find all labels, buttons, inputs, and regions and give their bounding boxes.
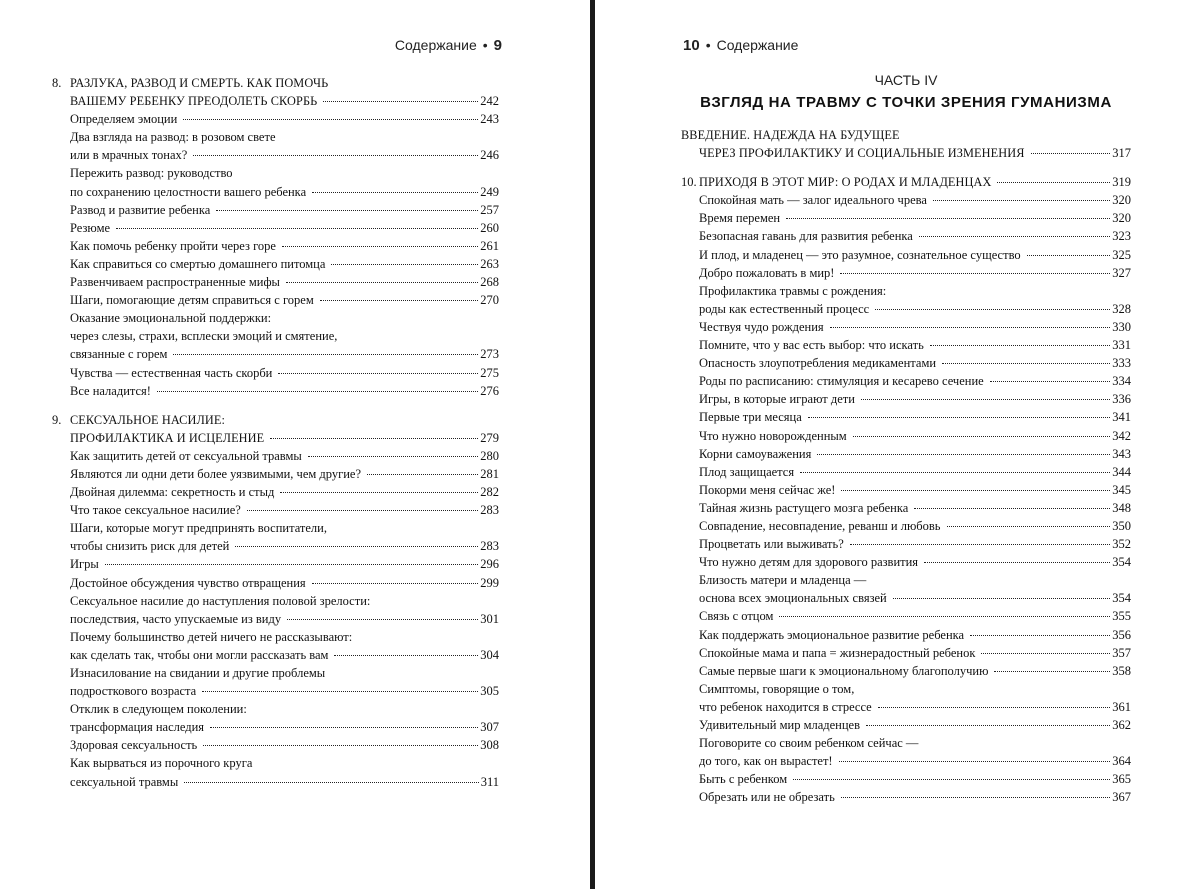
entry-title-line: Тайная жизнь растущего мозга ребенка [699,500,909,515]
entry-title-line: сексуальной травмы [70,774,179,789]
entry-title-line: Здоровая сексуальность [70,738,198,753]
entry-title-line: чтобы снизить риск для детей [70,539,230,554]
toc-entry-row [52,646,499,664]
left-page [0,0,590,889]
dot-leader [247,510,478,511]
dot-leader [861,399,1110,400]
toc-entry-row [681,427,1131,445]
toc-entry-row [681,517,1131,535]
page-number: 352 [1112,537,1131,552]
page-number: 268 [480,275,499,290]
toc-entry-row [52,555,499,573]
toc-entry-row [681,372,1131,390]
entry-title-line: Профилактика травмы с рождения: [699,283,887,298]
page-number: 348 [1112,500,1131,515]
entry-title-line: Являются ли одни дети более уязвимыми, чем другие? [70,466,362,481]
entry-title-line: Удивительный мир младенцев [699,718,860,732]
toc-entry-row [681,481,1131,499]
dot-leader [779,616,1110,617]
running-head-title: Содержание [716,37,799,53]
page-number: 331 [1112,338,1131,353]
entry-title-line: Шаги, которые могут предпринять воспитатели, [70,521,327,536]
entry-title-line: как сделать так, чтобы они могли рассказать вам [70,647,329,662]
toc-entry-row [52,754,499,772]
page-number: 356 [1112,627,1131,642]
entry-title-line: до того, как он вырастет! [699,754,833,769]
entry-title-line: Безопасная гавань для развития ребенка [699,229,913,244]
dot-leader [320,300,479,301]
dot-leader [997,182,1110,183]
page-number: 283 [480,503,499,518]
entry-title-line: Как помочь ребенку пройти через горе [70,238,276,253]
running-head-page-number: 9 [493,37,502,54]
entry-title-line: Время перемен [699,211,781,226]
dot-leader [841,490,1110,491]
page-number: 334 [1112,374,1131,389]
entry-title-line: Почему большинство детей ничего не рассказывают: [70,629,353,644]
toc-entry-row [681,770,1131,788]
dot-leader [184,782,478,783]
entry-title-line: Связь с отцом [699,609,774,624]
toc-entry-row [681,788,1131,806]
page-number: 307 [480,720,499,735]
toc-entry-row [681,680,1131,698]
entry-title-line: Два взгляда на развод: в розовом свете [70,130,276,145]
toc-entry-row [681,553,1131,571]
toc-entry-row [681,626,1131,644]
entry-title-line: Сексуальное насилие до наступления половой зрелости: [70,593,371,608]
dot-leader [875,309,1110,310]
entry-title-line: Покорми меня сейчас же! [699,482,836,497]
toc-entry-row [52,574,499,592]
entry-title-line: Как вырваться из порочного круга [70,756,253,771]
entry-title-line: Добро пожаловать в мир! [699,265,835,280]
toc-entry-row [52,519,499,537]
dot-leader [282,246,478,247]
toc-entry-row [52,610,499,628]
toc-entry-row [681,589,1131,607]
page-number: 260 [480,220,499,235]
dot-leader [893,598,1110,599]
toc-entry-row [52,345,499,363]
toc-entry-row [52,237,499,255]
page-number: 243 [480,112,499,127]
page-number: 341 [1112,410,1131,425]
dot-leader [173,354,478,355]
page-number: 320 [1112,193,1131,208]
entry-title-line: Корни самоуважения [699,446,812,461]
dot-leader [202,691,478,692]
toc-entry-row [52,682,499,700]
page-number: 364 [1112,754,1131,769]
dot-leader [924,562,1110,563]
entry-title-line: по сохранению целостности вашего ребенка [70,184,307,199]
entry-title-line: Игры, в которые играют дети [699,392,855,407]
chapter-number: 9. [52,412,62,427]
part-title: ВЗГЛЯД НА ТРАВМУ С ТОЧКИ ЗРЕНИЯ ГУМАНИЗМА [700,94,1112,111]
page-number: 325 [1112,247,1131,262]
toc-entry-row [681,662,1131,680]
dot-leader [216,210,478,211]
entry-title-line: Симптомы, говорящие о том, [699,681,855,696]
toc-entry-row [52,183,499,201]
entry-title-line: последствия, часто упускаемые из виду [70,611,282,626]
dot-leader [193,155,478,156]
right-page [596,0,1184,889]
entry-title-line: или в мрачных тонах? [70,148,188,163]
toc-entry-row [52,736,499,754]
chapter-title-line: ЧЕРЕЗ ПРОФИЛАКТИКУ И СОЦИАЛЬНЫЕ ИЗМЕНЕНИЯ [699,146,1025,161]
page-number: 283 [480,539,499,554]
dot-leader [878,707,1111,708]
toc-entry-row [52,201,499,219]
entry-title-line: Все наладится! [70,383,151,398]
entry-title-line: Обрезать или не обрезать [699,790,835,805]
running-head-separator: • [482,37,488,53]
page-number: 263 [480,256,499,271]
toc-entry-row [681,607,1131,625]
toc-entry-row [52,255,499,273]
dot-leader [793,779,1110,780]
entry-title-line: связанные с горем [70,347,168,362]
page-number: 328 [1112,301,1131,316]
dot-leader [278,373,478,374]
page-number: 296 [480,557,499,572]
toc-entry-row [681,445,1131,463]
toc-entry-row [52,700,499,718]
page-number: 246 [480,148,499,163]
toc-entry-row [52,291,499,309]
chapter-title-line: ВВЕДЕНИЕ. НАДЕЖДА НА БУДУЩЕЕ [681,128,900,142]
toc-entry-row [52,364,499,382]
toc-entry-row [52,447,499,465]
chapter-heading-row [52,429,499,447]
toc-entry-row [52,537,499,555]
entry-title-line: роды как естественный процесс [699,301,870,316]
dot-leader [990,381,1111,382]
page-number: 319 [1112,175,1131,190]
dot-leader [840,273,1110,274]
chapter-number: 10. [681,175,697,190]
page-number: 276 [480,383,499,398]
dot-leader [287,619,478,620]
dot-leader [203,745,478,746]
intro-heading-row [681,126,1131,144]
entry-title-line: Как защитить детей от сексуальной травмы [70,448,302,463]
toc-entry-row [681,752,1131,770]
chapter-title-line: ВАШЕМУ РЕБЕНКУ ПРЕОДОЛЕТЬ СКОРБЬ [70,94,318,109]
dot-leader [942,363,1110,364]
entry-title-line: Пережить развод: руководство [70,166,233,181]
chapter-heading-row [52,92,499,110]
dot-leader [334,655,478,656]
entry-title-line: Как поддержать эмоциональное развитие ребенка [699,627,965,642]
dot-leader [970,635,1110,636]
dot-leader [323,101,478,102]
dot-leader [850,544,1110,545]
entry-title-line: Игры [70,557,99,572]
page-number: 350 [1112,518,1131,533]
toc-entry-row [681,390,1131,408]
toc-entry-row [52,128,499,146]
entry-title-line: через слезы, страхи, всплески эмоций и смятение, [70,329,338,344]
chapter-title-line: СЕКСУАЛЬНОЕ НАСИЛИЕ: [70,412,226,427]
intro-heading-row [681,144,1131,162]
entry-title-line: Как справиться со смертью домашнего питомца [70,256,326,271]
page-number: 275 [480,365,499,380]
toc-entry-row [52,309,499,327]
page-number: 361 [1112,699,1131,714]
toc-entry-row [681,191,1131,209]
running-head-right [683,37,798,54]
page-number: 299 [480,575,499,590]
entry-title-line: Развод и развитие ребенка [70,202,211,217]
page-number: 323 [1112,229,1131,244]
dot-leader [808,417,1110,418]
toc-entry-row [681,571,1131,589]
toc-entry-row [52,465,499,483]
page-number: 305 [480,684,499,699]
page-number: 357 [1112,645,1131,660]
page-number: 242 [480,94,499,109]
dot-leader [308,456,478,457]
chapter-number: 8. [52,76,62,90]
entry-title-line: Достойное обсуждения чувство отвращения [70,575,306,590]
entry-title-line: Чествуя чудо рождения [699,319,824,334]
dot-leader [919,236,1110,237]
toc-entry-row [52,501,499,519]
toc-entry-row [681,318,1131,336]
entry-title-line: трансформация наследия [70,720,205,735]
entry-title-line: Близость матери и младенца — [699,573,867,588]
toc-entry-row [681,463,1131,481]
page-number: 279 [480,430,499,445]
dot-leader [280,492,478,493]
page-number: 257 [480,202,499,217]
page-number: 330 [1112,319,1131,334]
entry-title-line: Отклик в следующем поколении: [70,702,247,717]
toc-entry-row [681,499,1131,517]
running-head-left [395,37,502,54]
running-head-separator: • [705,37,711,53]
entry-title-line: Поговорите со своим ребенком сейчас — [699,736,919,751]
entry-title-line: Резюме [70,220,111,235]
page-number: 336 [1112,392,1131,407]
page-number: 365 [1112,772,1131,787]
page-number: 304 [480,647,499,662]
dot-leader [839,761,1111,762]
toc-entry-row [681,535,1131,553]
entry-title-line: Оказание эмоциональной поддержки: [70,311,272,326]
page-gutter [590,0,595,889]
entry-title-line: Что нужно новорожденным [699,428,847,443]
entry-title-line: Изнасилование на свидании и другие проблемы [70,666,326,680]
toc-entry-row [681,336,1131,354]
part-label: ЧАСТЬ IV [874,72,938,88]
chapter-heading-row [681,173,1131,191]
page-number: 308 [480,738,499,753]
page-number: 358 [1112,663,1131,678]
toc-right [681,126,1131,806]
toc-entry-row [681,354,1131,372]
dot-leader [312,583,479,584]
toc-left [52,74,499,791]
entry-title-line: Двойная дилемма: секретность и стыд [70,485,275,500]
dot-leader [1031,153,1111,154]
dot-leader [183,119,478,120]
page-number: 261 [480,238,499,253]
dot-leader [210,727,478,728]
toc-entry-row [52,110,499,128]
entry-title-line: И плод, и младенец — это разумное, сознательное существо [699,247,1021,262]
entry-title-line: Помните, что у вас есть выбор: что искать [699,338,924,353]
entry-title-line: Процветать или выживать? [699,537,844,552]
entry-title-line: Чувства — естественная часть скорби [70,365,273,380]
entry-title-line: Что нужно детям для здорового развития [699,555,919,570]
toc-entry-row [681,716,1131,734]
page-number: 280 [480,448,499,463]
toc-entry-row [681,264,1131,282]
toc-entry-row [52,718,499,736]
entry-title-line: Спокойные мама и папа = жизнерадостный ребенок [699,645,976,660]
toc-entry-row [52,273,499,291]
dot-leader [853,436,1111,437]
toc-entry-row [52,382,499,400]
page-number: 317 [1112,146,1131,161]
page-number: 311 [480,774,499,789]
entry-title-line: Спокойная мать — залог идеального чрева [699,193,927,208]
page-number: 327 [1112,265,1131,280]
page-number: 354 [1112,591,1131,606]
dot-leader [157,391,478,392]
page-number: 342 [1112,428,1131,443]
entry-title-line: Роды по расписанию: стимуляция и кесарево сечение [699,374,984,389]
entry-title-line: что ребенок находится в стрессе [699,699,872,714]
toc-entry-row [52,146,499,164]
dot-leader [933,200,1110,201]
entry-title-line: Развенчиваем распространенные мифы [70,275,280,290]
chapter-title-line: ПРИХОДЯ В ЭТОТ МИР: О РОДАХ И МЛАДЕНЦАХ [699,175,992,190]
dot-leader [105,564,478,565]
page-number: 345 [1112,482,1131,497]
entry-title-line: Первые три месяца [699,410,802,425]
page-number: 249 [480,184,499,199]
toc-entry-row [681,246,1131,264]
page-number: 362 [1112,718,1131,732]
toc-entry-row [681,300,1131,318]
page-number: 355 [1112,609,1131,624]
page-number: 367 [1112,790,1131,805]
page-number: 354 [1112,555,1131,570]
dot-leader [312,192,478,193]
dot-leader [786,218,1110,219]
toc-entry-row [681,644,1131,662]
dot-leader [994,671,1110,672]
running-head-title: Содержание [394,37,477,53]
toc-entry-row [52,664,499,682]
dot-leader [270,438,478,439]
dot-leader [817,454,1110,455]
entry-title-line: основа всех эмоциональных связей [699,591,887,606]
toc-entry-row [681,698,1131,716]
entry-title-line: Быть с ребенком [699,772,788,787]
toc-entry-row [681,734,1131,752]
entry-title-line: Опасность злоупотребления медикаментами [699,356,937,371]
toc-entry-row [681,209,1131,227]
page-number: 270 [480,293,499,308]
entry-title-line: Что такое сексуальное насилие? [70,503,241,518]
page-number: 281 [480,466,499,481]
page-number: 282 [480,485,499,500]
dot-leader [866,725,1110,726]
dot-leader [947,526,1111,527]
chapter-heading-row [52,74,499,92]
toc-entry-row [52,219,499,237]
page-number: 301 [480,611,499,626]
dot-leader [830,327,1111,328]
dot-leader [235,546,478,547]
dot-leader [116,228,478,229]
toc-entry-row [52,592,499,610]
entry-title-line: Определяем эмоции [70,112,178,127]
toc-entry-row [52,628,499,646]
dot-leader [930,345,1110,346]
toc-entry-row [681,408,1131,426]
entry-title-line: подросткового возраста [70,684,197,699]
running-head-page-number: 10 [683,37,700,54]
chapter-title-line: ПРОФИЛАКТИКА И ИСЦЕЛЕНИЕ [70,430,265,445]
entry-title-line: Плод защищается [699,464,795,479]
toc-entry-row [52,483,499,501]
toc-entry-row [52,327,499,345]
toc-entry-row [52,164,499,182]
page-number: 343 [1112,446,1131,461]
dot-leader [286,282,478,283]
page-number: 273 [480,347,499,362]
page-number: 333 [1112,356,1131,371]
entry-title-line: Шаги, помогающие детям справиться с горем [70,293,314,308]
entry-title-line: Совпадение, несовпадение, реванш и любовь [699,518,941,533]
dot-leader [981,653,1110,654]
chapter-heading-row [52,411,499,429]
dot-leader [841,797,1110,798]
toc-entry-row [52,773,499,791]
toc-entry-row [681,227,1131,245]
page-number: 320 [1112,211,1131,226]
dot-leader [914,508,1110,509]
entry-title-line: Самые первые шаги к эмоциональному благополучию [699,663,989,678]
dot-leader [331,264,478,265]
dot-leader [800,472,1110,473]
dot-leader [1027,255,1111,256]
page-number: 344 [1112,464,1131,479]
dot-leader [367,474,478,475]
toc-entry-row [681,282,1131,300]
chapter-title-line: РАЗЛУКА, РАЗВОД И СМЕРТЬ. КАК ПОМОЧЬ [70,76,329,90]
